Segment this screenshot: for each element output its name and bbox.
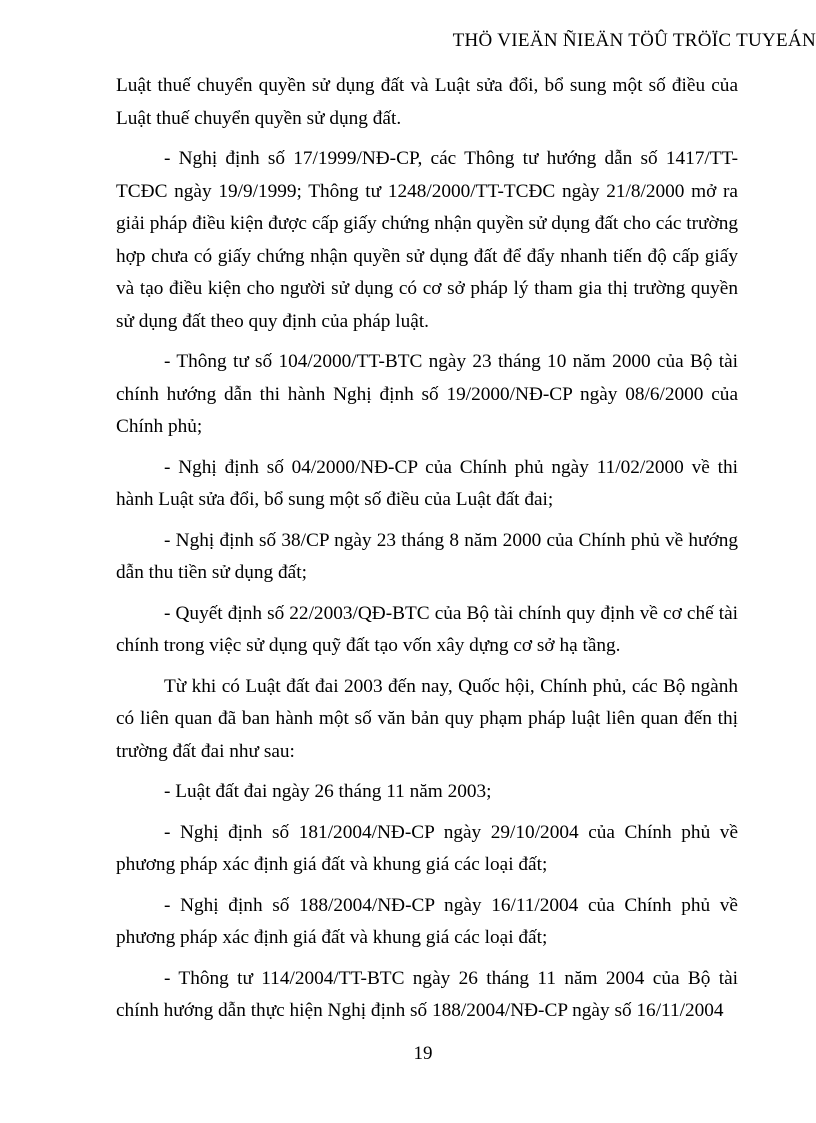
paragraph-item: - Thông tư số 104/2000/TT-BTC ngày 23 tháng 10 năm 2000 của Bộ tài chính hướng dẫn thi hành Nghị định số 19/2000/NĐ-CP ngày 08/6/2000 của Chính phủ; <box>116 351 738 437</box>
paragraph-item: - Nghị định số 181/2004/NĐ-CP ngày 29/10/2004 của Chính phủ về phương pháp xác định giá đất và khung giá các loại đất; <box>116 821 738 875</box>
paragraph-item: - Thông tư 114/2004/TT-BTC ngày 26 tháng 11 năm 2004 của Bộ tài chính hướng dẫn thực hiện Nghị định số 188/2004/NĐ-CP ngày số 16/11/2004 <box>116 967 738 1021</box>
paragraph-intro: Từ khi có Luật đất đai 2003 đến nay, Quốc hội, Chính phủ, các Bộ ngành có liên quan đã ban hành một số văn bản quy phạm pháp luật liên quan đến thị trường đất đai như sau: <box>116 675 738 762</box>
paragraph-item: - Quyết định số 22/2003/QĐ-BTC của Bộ tài chính quy định về cơ chế tài chính trong việc sử dụng quỹ đất tạo vốn xây dựng cơ sở hạ tầng. <box>116 602 738 656</box>
paragraph-item: - Luật đất đai ngày 26 tháng 11 năm 2003; <box>164 781 492 802</box>
paragraph-item: - Nghị định số 38/CP ngày 23 tháng 8 năm 2000 của Chính phủ về hướng dẫn thu tiền sử dụng đất; <box>116 529 738 583</box>
document-body <box>116 70 738 1036</box>
paragraph-item: - Nghị định số 04/2000/NĐ-CP của Chính phủ ngày 11/02/2000 về thi hành Luật sửa đổi, bổ sung một số điều của Luật đất đai; <box>116 456 738 510</box>
paragraph-item: - Nghị định số 188/2004/NĐ-CP ngày 16/11/2004 của Chính phủ về phương pháp xác định giá đất và khung giá các loại đất; <box>116 894 738 948</box>
page-number: 19 <box>413 1043 433 1064</box>
page-header: THÖ VIEÄN ÑIEÄN TÖÛ TRÖÏC TUYEÁN <box>452 30 816 51</box>
paragraph-item: - Nghị định số 17/1999/NĐ-CP, các Thông tư hướng dẫn số 1417/TT-TCĐC ngày 19/9/1999; Thông tư 1248/2000/TT-TCĐC ngày 21/8/2000 mở ra giải pháp điều kiện được cấp giấy chứng nhận quyền sử dụng đất cho các trường hợp chưa có giấy chứng nhận quyền sử dụng đất để đẩy nhanh tiến độ cấp giấy và tạo điều kiện cho người sử dụng có cơ sở pháp lý tham gia thị trường quyền sử dụng đất theo quy định của pháp luật. <box>116 148 738 332</box>
paragraph-continuation: Luật thuế chuyển quyền sử dụng đất và Luật sửa đổi, bổ sung một số điều của Luật thuế chuyển quyền sử dụng đất. <box>116 75 738 129</box>
